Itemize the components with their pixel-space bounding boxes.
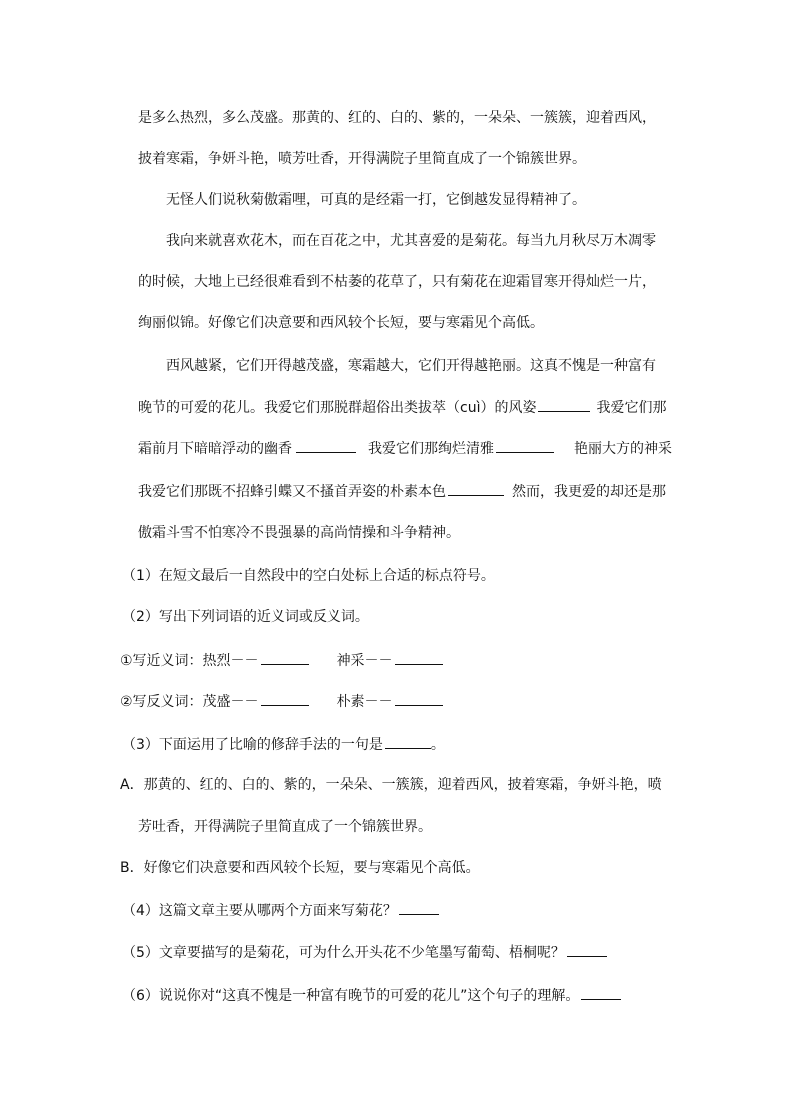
passage-line: 的时候，大地上已经很难看到不枯萎的花草了，只有菊花在迎霜冒寒开得灿烂一片， [138,274,656,290]
punctuation-blank[interactable] [296,438,356,453]
question-3 [122,734,445,754]
passage-text: 霜前月下暗暗浮动的幽香 [138,441,292,457]
antonym-word: 朴素－－ [336,694,393,710]
option-b: B．好像它们决意要和西风较个长短，要与寒霜见个高低。 [120,860,480,876]
question-2-synonyms [120,650,443,670]
answer-blank[interactable] [385,734,431,749]
passage-line [138,481,666,501]
passage-line: 无怪人们说秋菊傲霜哩，可真的是经霜一打，它倒越发显得精神了。 [166,192,586,208]
passage-text: 我爱它们那 [596,400,667,416]
punctuation-blank[interactable] [538,397,590,412]
answer-blank[interactable] [399,900,439,915]
question-text: （4）这篇文章主要从哪两个方面来写菊花？ [122,903,397,919]
question-2: （2）写出下列词语的近义词或反义词。 [122,609,369,625]
answer-blank[interactable] [261,691,309,706]
answer-blank[interactable] [567,942,607,957]
passage-line: 绚丽似锦。好像它们决意要和西风较个长短，要与寒霜见个高低。 [138,315,544,331]
question-6 [122,985,621,1005]
passage-text: 我爱它们那既不招蜂引蝶又不搔首弄姿的朴素本色 [138,484,446,500]
passage-line: 西风越紧，它们开得越茂盛，寒霜越大，它们开得越艳丽。这真不愧是一种富有 [166,358,656,374]
synonym-word: 神采－－ [336,653,393,669]
answer-blank[interactable] [581,985,621,1000]
passage-line: 傲霜斗雪不怕寒冷不畏强暴的高尚情操和斗争精神。 [138,525,460,541]
question-5 [122,942,607,962]
punctuation-blank[interactable] [448,481,504,496]
synonym-label: ①写近义词：热烈－－ [120,653,259,669]
question-4 [122,900,439,920]
antonym-label: ②写反义词：茂盛－－ [120,694,259,710]
question-text: （5）文章要描写的是菊花，可为什么开头花不少笔墨写葡萄、梧桐呢？ [122,945,565,961]
passage-line [138,438,672,458]
option-a-line: A．那黄的、红的、白的、紫的，一朵朵、一簇簇，迎着西风，披着寒霜，争妍斗艳，喷 [120,777,662,793]
passage-line: 是多么热烈，多么茂盛。那黄的、红的、白的、紫的，一朵朵、一簇簇，迎着西风， [138,110,656,126]
passage-line: 披着寒霜，争妍斗艳，喷芳吐香，开得满院子里简直成了一个锦簇世界。 [138,151,586,167]
passage-line [138,397,666,417]
passage-text: 然而，我更爱的却还是那 [512,484,666,500]
passage-text: 晚节的可爱的花儿。我爱它们那脱群超俗出类拔萃（cuì）的风姿 [138,400,537,416]
passage-line: 我向来就喜欢花木，而在百花之中，尤其喜爱的是菊花。每当九月秋尽万木凋零 [166,233,656,249]
answer-blank[interactable] [395,650,443,665]
passage-text: 我爱它们那绚烂清雅 [368,441,494,457]
question-2-antonyms [120,691,443,711]
option-a-line: 芳吐香，开得满院子里简直成了一个锦簇世界。 [138,819,432,835]
question-text: （6）说说你对“这真不愧是一种富有晚节的可爱的花儿”这个句子的理解。 [122,988,580,1004]
answer-blank[interactable] [261,650,309,665]
answer-blank[interactable] [395,691,443,706]
question-1: （1）在短文最后一自然段中的空白处标上合适的标点符号。 [122,568,495,584]
punctuation-blank[interactable] [496,438,554,453]
passage-text: 艳丽大方的神采 [574,441,672,457]
question-text: 。 [430,737,445,753]
question-text: （3）下面运用了比喻的修辞手法的一句是 [122,737,383,753]
